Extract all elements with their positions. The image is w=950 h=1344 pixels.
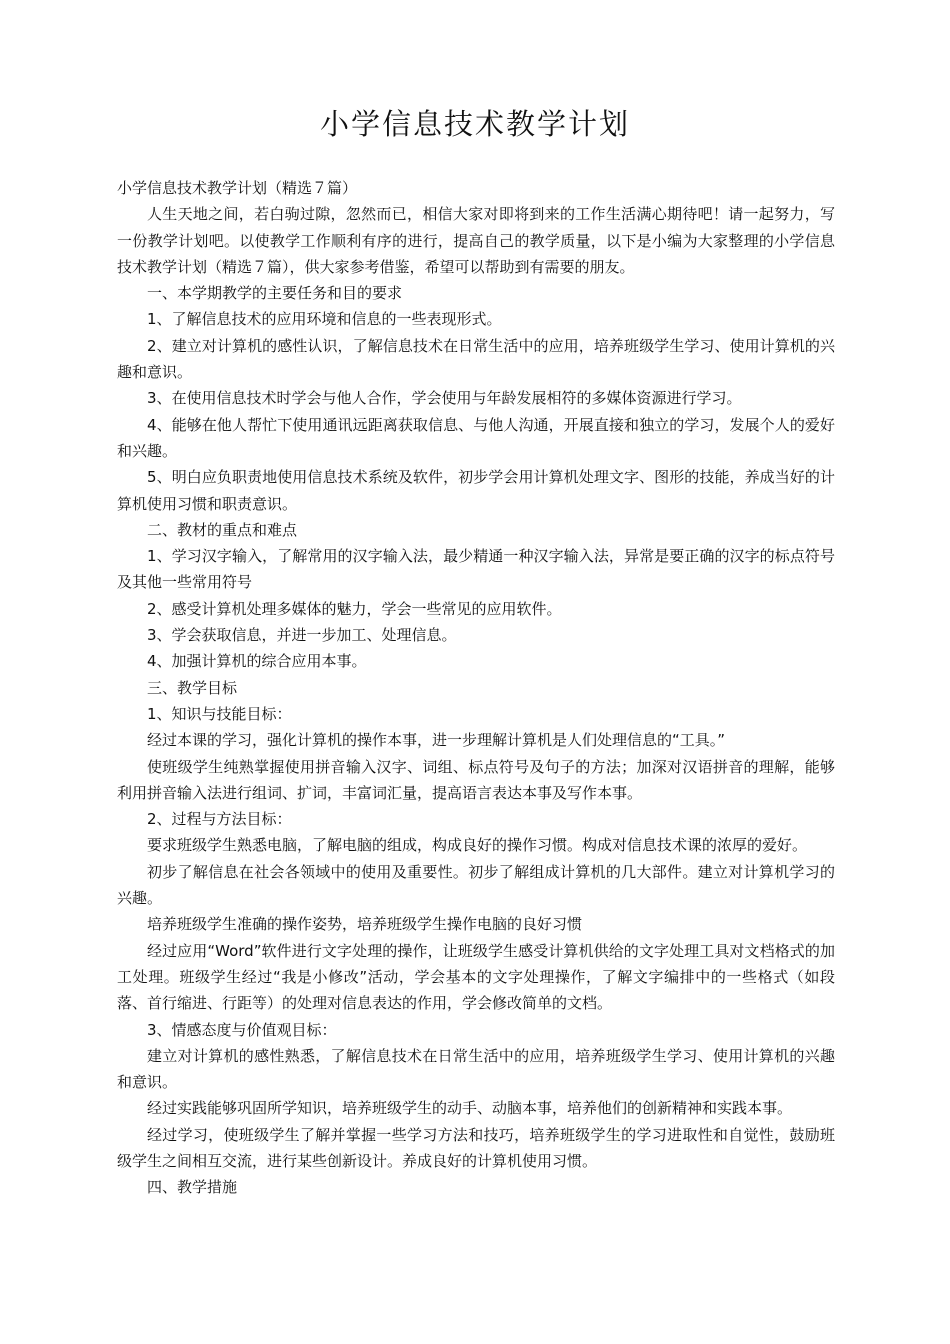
document-title: 小学信息技术教学计划 (319, 107, 630, 141)
paragraph: 三、教学目标 (147, 678, 238, 697)
paragraph: 经过本课的学习，强化计算机的操作本事，进一步理解计算机是人们处理信息的“工具。” (147, 731, 726, 750)
paragraph: 1、知识与技能目标： (147, 704, 292, 723)
paragraph: 2、过程与方法目标： (147, 810, 292, 829)
paragraph: 二、教材的重点和难点 (147, 520, 298, 539)
paragraph: 经过实践能够巩固所学知识，培养班级学生的动手、动脑本事，培养他们的创新精神和实践本事。 (147, 1099, 793, 1118)
document-body (117, 175, 835, 1201)
paragraph: 3、情感态度与价值观目标： (147, 1020, 337, 1039)
paragraph: 初步了解信息在社会各领域中的使用及重要性。初步了解组成计算机的几大部件。建立对计算机学习的兴趣。 (117, 862, 835, 908)
paragraph: 3、学会获取信息，并进一步加工、处理信息。 (147, 626, 457, 645)
paragraph: 小学信息技术教学计划（精选７篇） (117, 179, 358, 197)
paragraph: 1、了解信息技术的应用环境和信息的一些表现形式。 (147, 310, 502, 329)
paragraph: 人生天地之间，若白驹过隙，忽然而已，相信大家对即将到来的工作生活满心期待吧！请一起努力，写一份教学计划吧。以使教学工作顺利有序的进行，提高自己的教学质量，以下是小编为大家整理的小学信息技术教学计划（精选７篇），供大家参考借鉴，希望可以帮助到有需要的朋友。 (117, 205, 835, 276)
paragraph: 4、加强计算机的综合应用本事。 (147, 652, 367, 671)
paragraph: 4、能够在他人帮忙下使用通讯远距离获取信息、与他人沟通，开展直接和独立的学习，发展个人的爱好和兴趣。 (117, 415, 835, 460)
paragraph: 使班级学生纯熟掌握使用拼音输入汉字、词组、标点符号及句子的方法；加深对汉语拼音的理解，能够利用拼音输入法进行组词、扩词，丰富词汇量，提高语言表达本事及写作本事。 (117, 757, 835, 802)
paragraph: 要求班级学生熟悉电脑，了解电脑的组成，构成良好的操作习惯。构成对信息技术课的浓厚的爱好。 (147, 836, 808, 855)
paragraph: 经过应用“Word”软件进行文字处理的操作，让班级学生感受计算机供给的文字处理工具对文档格式的加工处理。班级学生经过“我是小修改”活动，学会基本的文字处理操作，了解文字编排中的一些格式（如段落、首行缩进、行距等）的处理对信息表达的作用，学会修改简单的文档。 (117, 941, 835, 1013)
paragraph: 一、本学期教学的主要任务和目的要求 (147, 284, 403, 303)
paragraph: 经过学习，使班级学生了解并掌握一些学习方法和技巧，培养班级学生的学习进取性和自觉性，鼓励班级学生之间相互交流，进行某些创新设计。养成良好的计算机使用习惯。 (117, 1125, 835, 1170)
paragraph: 1、学习汉字输入，了解常用的汉字输入法，最少精通一种汉字输入法，异常是要正确的汉字的标点符号及其他一些常用符号 (117, 547, 835, 592)
paragraph: 3、在使用信息技术时学会与他人合作，学会使用与年龄发展相符的多媒体资源进行学习。 (147, 389, 742, 408)
paragraph: 2、建立对计算机的感性认识，了解信息技术在日常生活中的应用，培养班级学生学习、使用计算机的兴趣和意识。 (117, 336, 835, 382)
paragraph: 5、明白应负职责地使用信息技术系统及软件，初步学会用计算机处理文字、图形的技能，养成当好的计算机使用习惯和职责意识。 (117, 468, 835, 513)
paragraph: 四、教学措施 (147, 1178, 238, 1197)
paragraph: 2、感受计算机处理多媒体的魅力，学会一些常见的应用软件。 (147, 599, 562, 618)
paragraph: 培养班级学生准确的操作姿势，培养班级学生操作电脑的良好习惯 (147, 915, 583, 934)
paragraph: 建立对计算机的感性熟悉，了解信息技术在日常生活中的应用，培养班级学生学习、使用计算机的兴趣和意识。 (117, 1046, 835, 1092)
